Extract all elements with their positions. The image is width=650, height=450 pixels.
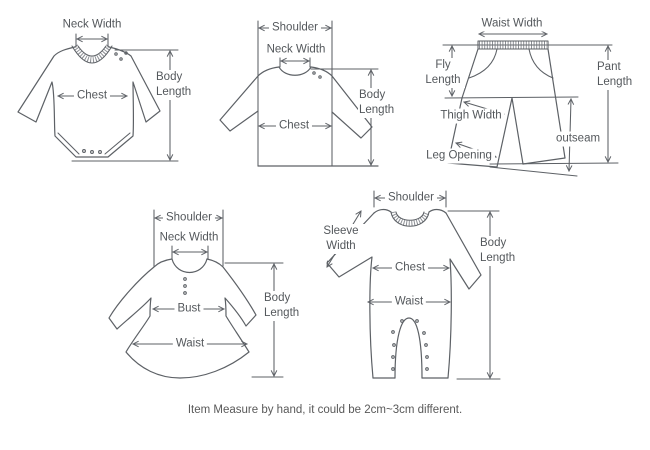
romper-waist-label: Waist	[392, 295, 426, 310]
romper-right-sleeve-side	[446, 213, 481, 378]
sweater-shoulder-buttons	[313, 72, 321, 78]
bodysuit-body-length-label: Body Length	[155, 70, 199, 100]
measurement-disclaimer: Item Measure by hand, it could be 2cm~3cm different.	[187, 404, 463, 416]
pants-leg-opening-label: Leg Opening	[423, 149, 495, 164]
bodysuit-shoulder-buttons	[115, 52, 127, 60]
pants-waist-width-label: Waist Width	[479, 17, 546, 32]
sweater-left-sleeve	[220, 76, 258, 131]
romper-crotch-arch	[395, 318, 422, 378]
bodysuit-collar-outer	[72, 46, 112, 63]
romper-collar-ribbing	[393, 212, 427, 223]
bodysuit-leg-bindings	[58, 133, 130, 154]
pants-pockets	[469, 49, 553, 78]
dress-neck-width-label: Neck Width	[157, 231, 222, 246]
dress-bust-label: Bust	[174, 302, 203, 317]
dress-waist-label: Waist	[173, 337, 207, 352]
dress-outline	[109, 259, 256, 378]
romper-top-edges	[374, 210, 446, 214]
dress-neckline	[172, 259, 207, 273]
romper-body-length-label: Body Length	[479, 236, 525, 266]
sweater-neck-width-label: Neck Width	[264, 43, 329, 58]
bodysuit-neck-ticks	[76, 34, 108, 47]
dress-body-length-label: Body Length	[263, 291, 309, 321]
pants-thigh-width-label: Thigh Width	[437, 109, 504, 124]
sweater-shoulder-label: Shoulder	[269, 21, 321, 36]
bodysuit-neck-width-label: Neck Width	[60, 18, 125, 33]
sweater-chest-label: Chest	[276, 119, 312, 134]
romper-drawing	[327, 191, 500, 379]
dress-placket-buttons	[184, 278, 187, 295]
pants-outseam-label: outseam	[553, 132, 603, 147]
pants-bottom-ref-lines	[490, 163, 618, 176]
sweater-body-length-label: Body Length	[358, 88, 402, 118]
dress-shoulder-label: Shoulder	[163, 211, 215, 226]
pants-fly-length-label: Fly Length	[421, 58, 465, 88]
bodysuit-chest-label: Chest	[74, 89, 110, 104]
pants-pant-length-label: Pant Length	[596, 60, 642, 90]
romper-chest-label: Chest	[392, 261, 428, 276]
romper-shoulder-label: Shoulder	[385, 191, 437, 206]
bodysuit-snap-buttons	[83, 150, 102, 154]
romper-sleeve-width-label: Sleeve Width	[317, 224, 365, 254]
sweater-neckline	[279, 67, 311, 75]
bodysuit-length-ref-lines	[72, 50, 178, 161]
